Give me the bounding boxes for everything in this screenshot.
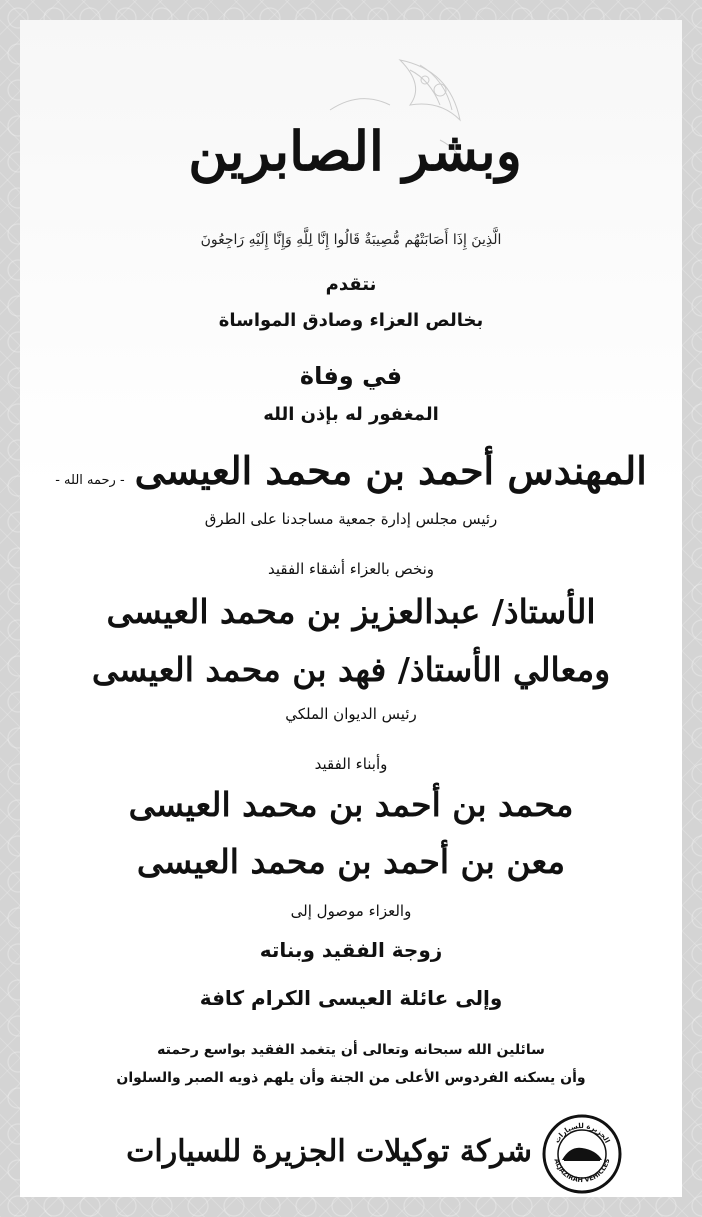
condolences-text: بخالص العزاء وصادق المواساة [218, 310, 484, 331]
sons-heading: وأبناء الفقيد [314, 755, 388, 773]
prayer-line: سائلين الله سبحانه وتعالى أن يتغمد الفقيد بواسع رحمته [157, 1042, 545, 1058]
offer-text: نتقدم [325, 274, 377, 295]
quran-verse: الَّذِينَ إِذَا أَصَابَتْهُم مُّصِيبَةٌ قَالُوا إِنَّا لِلَّهِ وَإِنَّا إِلَيْهِ رَاجِعُونَ [200, 232, 502, 248]
extended-line: وإلى عائلة العيسى الكرام كافة [199, 986, 503, 1010]
extended-heading: والعزاء موصول إلى [290, 902, 412, 920]
calligraphy-title: وبشر الصابرين [188, 119, 522, 183]
calligraphy-ornament [188, 50, 522, 230]
brother-role: رئيس الديوان الملكي [285, 705, 417, 723]
son-name: محمد بن أحمد بن محمد العيسى [128, 785, 574, 824]
logo-text-en: ALJAZIRAH VEHICLES [552, 1157, 612, 1185]
prayer-line: وأن يسكنه الفردوس الأعلى من الجنة وأن يلهم ذويه الصبر والسلوان [116, 1070, 586, 1086]
rahimah-text: - رحمه الله - [55, 473, 125, 488]
brother-name: الأستاذ/ عبدالعزيز بن محمد العيسى [106, 592, 596, 631]
logo-text-ar: الجزيرة للسيارات [552, 1121, 612, 1145]
brother-name: ومعالي الأستاذ/ فهد بن محمد العيسى [91, 650, 611, 689]
forgiven-text: المغفور له بإذن الله [263, 404, 439, 425]
extended-line: زوجة الفقيد وبناته [259, 938, 443, 962]
son-name: معن بن أحمد بن محمد العيسى [136, 842, 566, 881]
brothers-heading: ونخص بالعزاء أشقاء الفقيد [267, 560, 435, 578]
deceased-name: المهندس أحمد بن محمد العيسى [134, 448, 647, 493]
sender-company: شركة توكيلات الجزيرة للسيارات [126, 1134, 532, 1169]
deceased-title: رئيس مجلس إدارة جمعية مساجدنا على الطرق [204, 510, 498, 528]
company-logo [542, 1114, 622, 1194]
deceased-name-line [20, 448, 682, 493]
death-text: في وفاة [299, 362, 403, 390]
condolence-card [20, 20, 682, 1197]
